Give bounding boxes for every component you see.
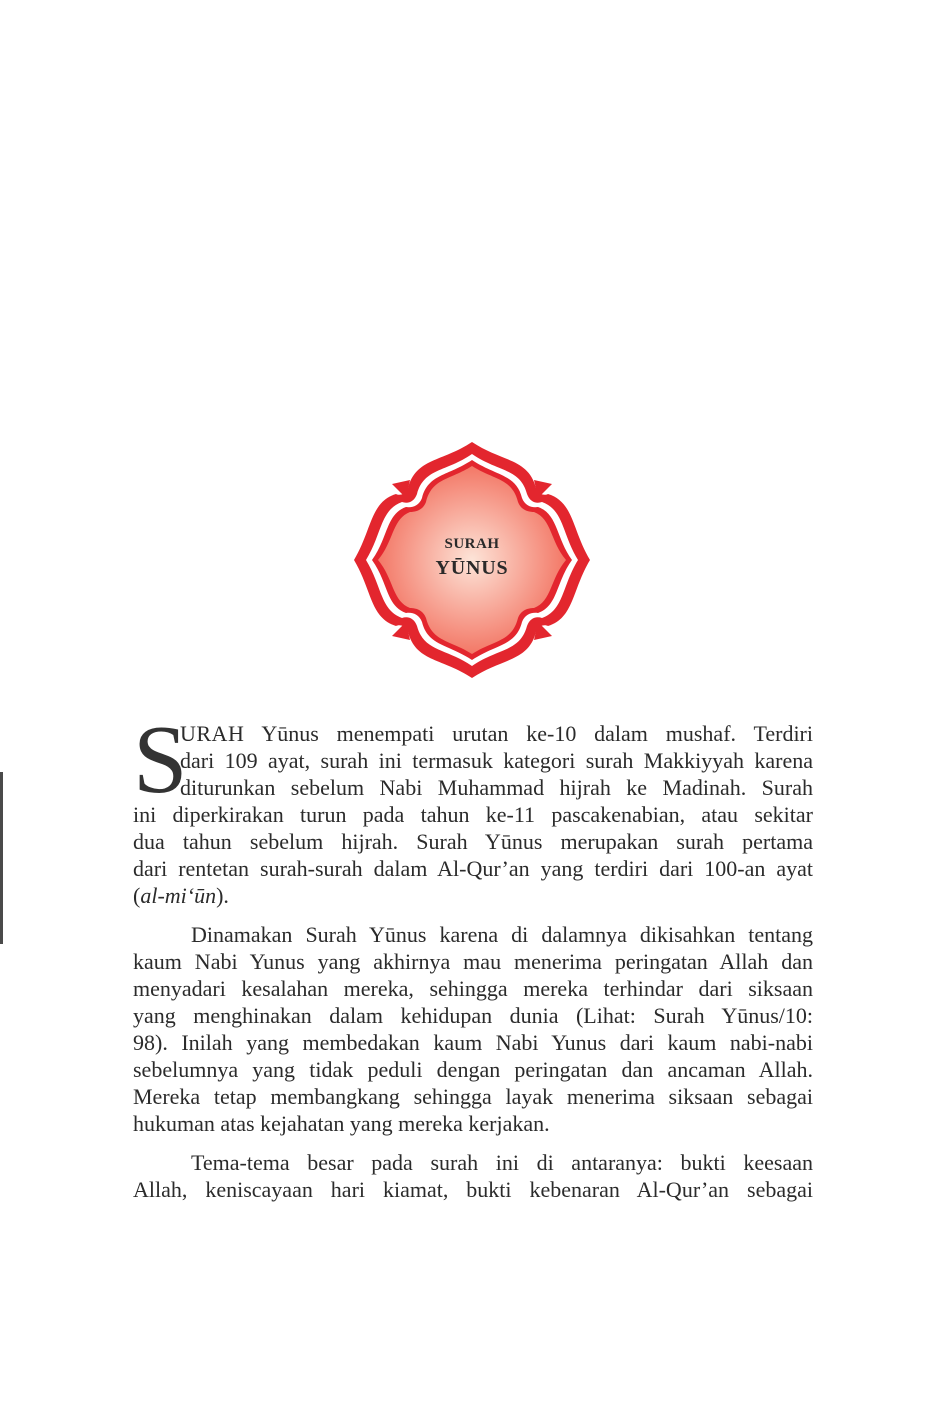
emblem-line-surah: SURAH (444, 536, 500, 552)
paragraph-2-line-5: 98). Inilah yang membedakan kaum Nabi Yunus dari kaum nabi-nabi (133, 1030, 813, 1055)
paragraph-1-line-1 (180, 720, 813, 747)
paragraph-1-line-2: dari 109 ayat, surah ini termasuk kategori surah Makkiyyah karena (180, 748, 813, 773)
emblem-title (352, 536, 592, 580)
paragraph-1-opening (133, 706, 813, 814)
emblem-line-yunus: YŪNUS (435, 557, 509, 579)
paragraph-2-line-7: Mereka tetap membangkang sehingga layak menerima siksaan sebagai (133, 1084, 813, 1109)
paren-close: ). (216, 883, 229, 908)
p1-line1-text: Yūnus menempati urutan ke-10 dalam mushaf. Terdiri (244, 721, 813, 746)
paragraph-2-line-4: yang menghinakan dalam kehidupan dunia (Lihat: Surah Yūnus/10: (133, 1003, 813, 1028)
paragraph-1-line-5: dua tahun sebelum hijrah. Surah Yūnus merupakan surah pertama (133, 829, 813, 854)
lead-smallcaps: URAH (180, 721, 245, 746)
paragraph-3-line-1: Tema-tema besar pada surah ini di antaranya: bukti keesaan (191, 1150, 813, 1175)
paragraph-2-line-3: menyadari kesalahan mereka, sehingga mereka terhindar dari siksaan (133, 976, 813, 1001)
paragraph-1-line-7 (133, 882, 813, 909)
paren-open: ( (133, 883, 141, 908)
paragraph-1-line-6: dari rentetan surah-surah dalam Al-Qur’an yang terdiri dari 100-an ayat (133, 856, 813, 881)
body-text (133, 706, 813, 1203)
paragraph-2-line-1: Dinamakan Surah Yūnus karena di dalamnya dikisahkan tentang (191, 922, 813, 947)
paragraph-2-line-8: hukuman atas kejahatan yang mereka kerjakan. (133, 1111, 550, 1136)
paragraph-2-line-6: sebelumnya yang tidak peduli dengan peringatan dan ancaman Allah. (133, 1057, 813, 1082)
paragraph-2-line-2: kaum Nabi Yunus yang akhirnya mau menerima peringatan Allah dan (133, 949, 813, 974)
paragraph-1-line-3: diturunkan sebelum Nabi Muhammad hijrah ke Madinah. Surah (180, 775, 813, 800)
page-edge-marker (0, 772, 3, 944)
italic-term: al-mi‘ūn (140, 883, 217, 908)
paragraph-3-line-2: Allah, keniscayaan hari kiamat, bukti kebenaran Al-Qur’an sebagai (133, 1177, 813, 1202)
drop-cap: S (133, 706, 188, 814)
paragraph-1-line-4: ini diperkirakan turun pada tahun ke-11 pascakenabian, atau sekitar (133, 802, 813, 827)
surah-emblem (352, 440, 592, 680)
